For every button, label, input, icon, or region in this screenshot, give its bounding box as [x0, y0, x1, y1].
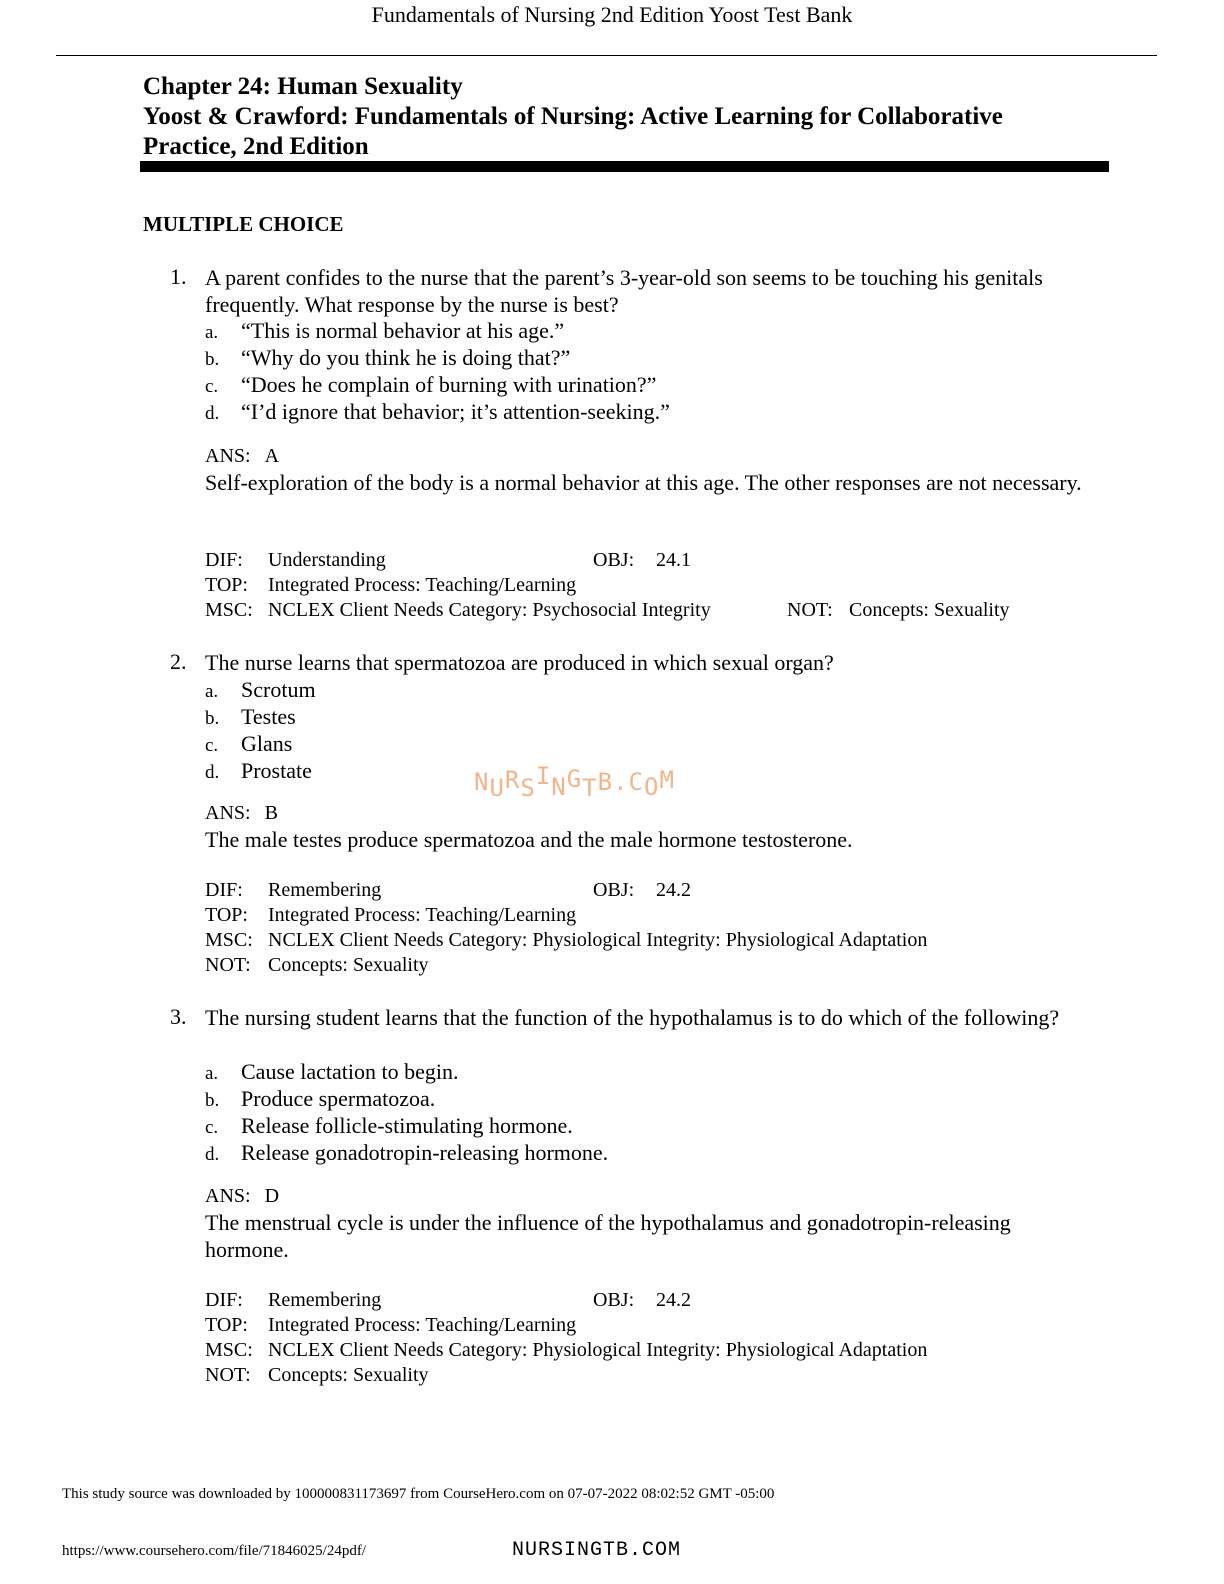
msc-value: NCLEX Client Needs Category: Psychosocial Integrity [268, 599, 711, 621]
msc-label: MSC: [205, 1339, 253, 1361]
top-value: Integrated Process: Teaching/Learning [268, 904, 577, 926]
rationale: Self-exploration of the body is a normal behavior at this age. The other responses are not necessary. [205, 470, 1082, 495]
dif-label: DIF: [205, 1289, 243, 1311]
dif-line [205, 1289, 381, 1312]
footer-brand: NURSINGTB.COM [512, 1539, 682, 1562]
answer-value: D [264, 1185, 280, 1207]
obj-value: 24.2 [656, 879, 691, 901]
msc-line [205, 1339, 927, 1362]
not-value: Concepts: Sexuality [849, 599, 1010, 621]
option-c [205, 372, 656, 399]
option-text: Release gonadotropin-releasing hormone. [241, 1140, 609, 1165]
option-text: “This is normal behavior at his age.” [241, 318, 565, 343]
answer-label: ANS: [205, 1185, 251, 1207]
book-title-line-1: Yoost & Crawford: Fundamentals of Nursing: Active Learning for Collaborative [143, 103, 1003, 130]
watermark: NURSINGTB.COM [474, 762, 675, 802]
obj-label: OBJ: [593, 879, 635, 901]
question-stem: The nurse learns that spermatozoa are produced in which sexual organ? [205, 650, 834, 675]
top-label: TOP: [205, 904, 248, 926]
section-title: MULTIPLE CHOICE [143, 212, 344, 236]
option-d [205, 758, 312, 785]
msc-line [205, 599, 711, 622]
answer-value: A [264, 445, 280, 467]
option-text: Scrotum [241, 677, 316, 702]
answer-line [205, 802, 278, 825]
top-label: TOP: [205, 1314, 248, 1336]
top-label: TOP: [205, 574, 248, 596]
option-text: Glans [241, 731, 293, 756]
source-url-link[interactable]: https://www.coursehero.com/file/71846025/24pdf/ [62, 1543, 366, 1559]
option-letter: b. [205, 708, 220, 729]
top-line [205, 1314, 576, 1337]
obj-line [593, 549, 691, 572]
question-number: 2. [170, 649, 187, 674]
option-a [205, 1059, 459, 1086]
msc-line [205, 929, 927, 952]
chapter-title: Chapter 24: Human Sexuality [143, 73, 463, 100]
answer-label: ANS: [205, 802, 251, 824]
option-letter: a. [205, 681, 219, 702]
answer-value: B [264, 802, 278, 824]
top-line [205, 904, 576, 927]
dif-label: DIF: [205, 879, 243, 901]
option-text: Testes [241, 704, 296, 729]
option-d [205, 399, 670, 426]
top-line [205, 574, 576, 597]
option-letter: a. [205, 1063, 219, 1084]
obj-line [593, 879, 691, 902]
option-letter: c. [205, 1117, 219, 1138]
heading-rule [140, 161, 1109, 172]
option-text: Cause lactation to begin. [241, 1059, 459, 1084]
not-label: NOT: [205, 954, 251, 976]
option-letter: d. [205, 762, 220, 783]
not-label: NOT: [787, 599, 833, 621]
rationale: The menstrual cycle is under the influence of the hypothalamus and gonadotropin-releasing hormone. [205, 1210, 1011, 1262]
not-label: NOT: [205, 1364, 251, 1386]
option-a [205, 677, 316, 704]
question-stem: A parent confides to the nurse that the parent’s 3-year-old son seems to be touching his genitals frequently. What response by the nurse is best? [205, 265, 1043, 317]
download-notice: This study source was downloaded by 100000831173697 from CourseHero.com on 07-07-2022 08:02:52 GMT -05:00 [62, 1486, 775, 1502]
question-number: 1. [170, 264, 187, 289]
obj-value: 24.1 [656, 549, 691, 571]
answer-line [205, 445, 279, 468]
top-value: Integrated Process: Teaching/Learning [268, 574, 577, 596]
not-line [205, 1364, 429, 1387]
option-c [205, 731, 292, 758]
option-d [205, 1140, 608, 1167]
obj-line [593, 1289, 691, 1312]
option-text: “Why do you think he is doing that?” [241, 345, 571, 370]
msc-label: MSC: [205, 599, 253, 621]
option-letter: c. [205, 376, 219, 397]
option-letter: d. [205, 1144, 220, 1165]
option-text: Produce spermatozoa. [241, 1086, 436, 1111]
msc-value: NCLEX Client Needs Category: Physiological Integrity: Physiological Adaptation [268, 929, 928, 951]
msc-label: MSC: [205, 929, 253, 951]
option-text: “Does he complain of burning with urination?” [241, 372, 657, 397]
option-c [205, 1113, 573, 1140]
dif-value: Understanding [268, 549, 386, 571]
option-text: “I’d ignore that behavior; it’s attention-seeking.” [241, 399, 670, 424]
header-divider [56, 55, 1157, 56]
top-value: Integrated Process: Teaching/Learning [268, 1314, 577, 1336]
option-letter: d. [205, 403, 220, 424]
option-letter: b. [205, 1090, 220, 1111]
dif-line [205, 879, 381, 902]
obj-value: 24.2 [656, 1289, 691, 1311]
dif-value: Remembering [268, 879, 382, 901]
option-letter: a. [205, 322, 219, 343]
option-b [205, 345, 570, 372]
rationale: The male testes produce spermatozoa and the male hormone testosterone. [205, 827, 853, 852]
not-line [787, 599, 1010, 622]
answer-label: ANS: [205, 445, 251, 467]
question-stem: The nursing student learns that the function of the hypothalamus is to do which of the following? [205, 1005, 1060, 1030]
msc-value: NCLEX Client Needs Category: Physiological Integrity: Physiological Adaptation [268, 1339, 928, 1361]
answer-line [205, 1185, 279, 1208]
option-letter: c. [205, 735, 219, 756]
option-b [205, 704, 296, 731]
obj-label: OBJ: [593, 549, 635, 571]
book-title-line-2: Practice, 2nd Edition [143, 133, 369, 160]
option-text: Prostate [241, 758, 312, 783]
question-number: 3. [170, 1004, 187, 1029]
obj-label: OBJ: [593, 1289, 635, 1311]
option-text: Release follicle-stimulating hormone. [241, 1113, 573, 1138]
dif-label: DIF: [205, 549, 243, 571]
not-line [205, 954, 429, 977]
option-a [205, 318, 564, 345]
dif-value: Remembering [268, 1289, 382, 1311]
chapter-heading [143, 72, 1103, 162]
dif-line [205, 549, 386, 572]
option-letter: b. [205, 349, 220, 370]
option-b [205, 1086, 435, 1113]
not-value: Concepts: Sexuality [268, 1364, 429, 1386]
running-head: Fundamentals of Nursing 2nd Edition Yoost Test Bank [371, 2, 853, 27]
not-value: Concepts: Sexuality [268, 954, 429, 976]
